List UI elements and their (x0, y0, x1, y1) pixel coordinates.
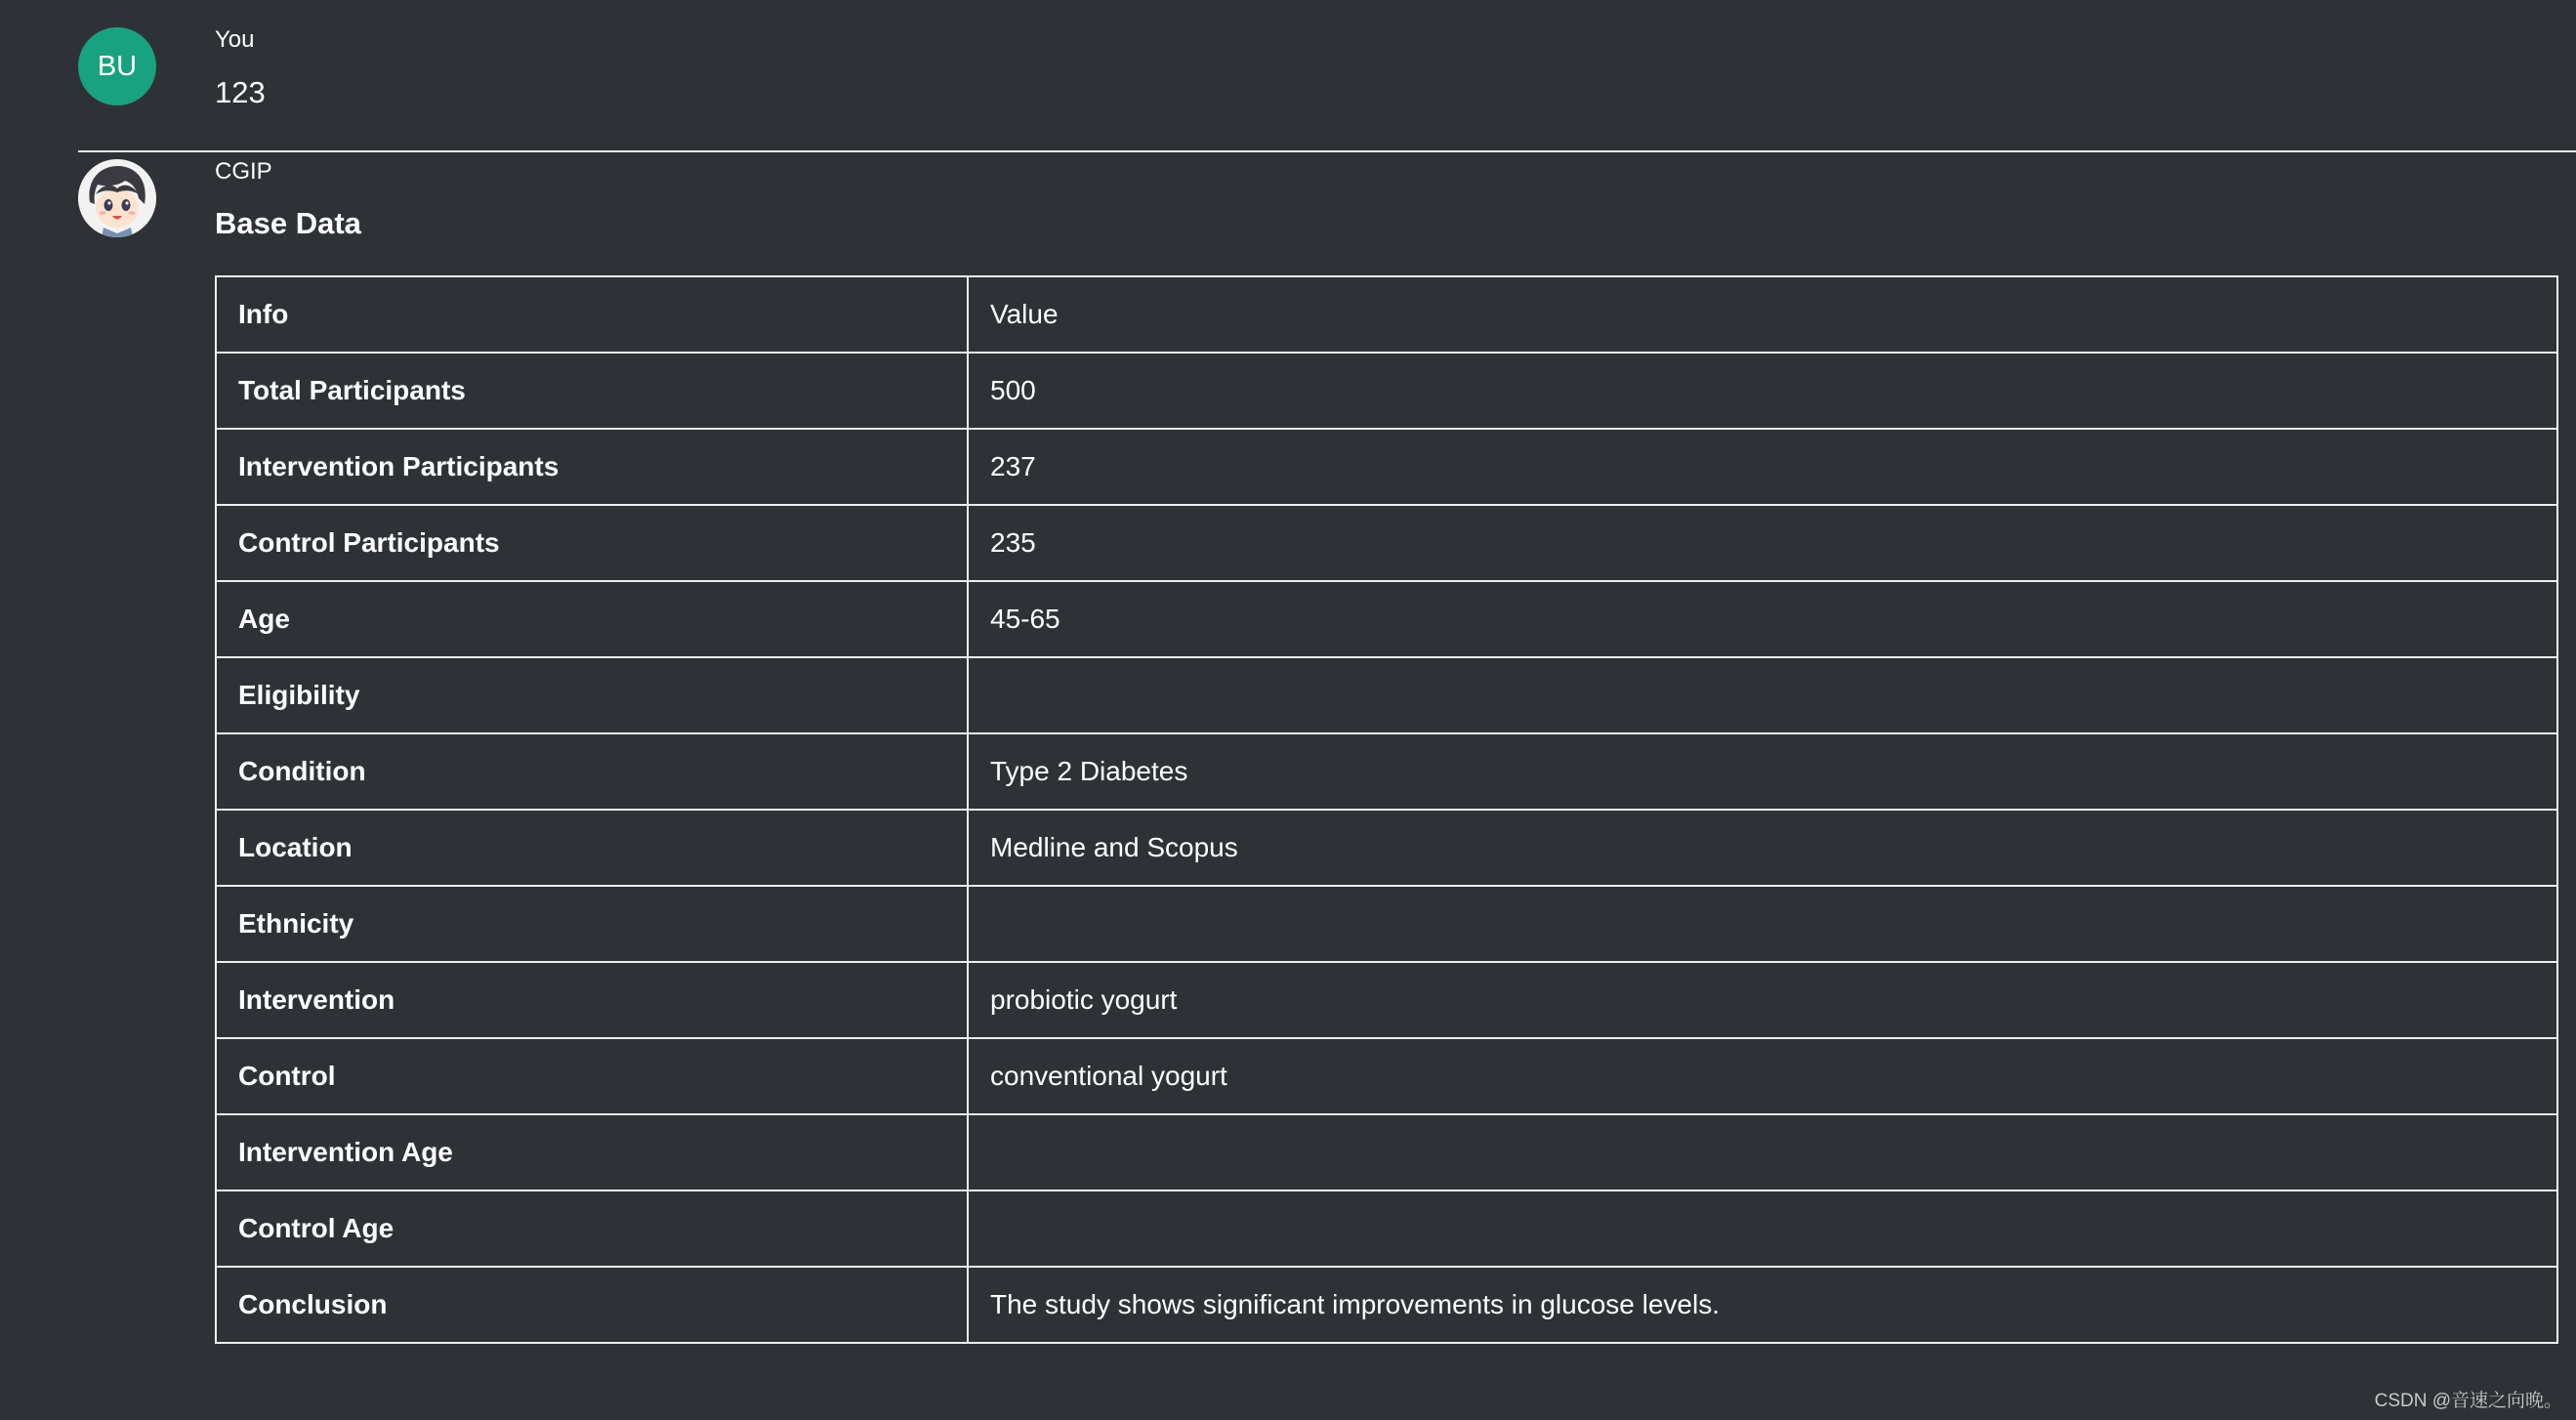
row-value (968, 657, 2557, 733)
row-value (968, 886, 2557, 962)
row-value: The study shows significant improvements in glucose levels. (968, 1267, 2557, 1343)
row-value (968, 1114, 2557, 1190)
row-value: 237 (968, 429, 2557, 505)
table-row (216, 505, 2557, 581)
row-value: 45-65 (968, 581, 2557, 657)
user-sender-name: You (215, 26, 255, 53)
anime-character-avatar-icon (78, 159, 156, 237)
row-label: Eligibility (216, 657, 968, 733)
bot-sender-name: CGIP (215, 158, 272, 185)
table-row (216, 353, 2557, 429)
row-value (968, 1190, 2557, 1267)
table-row (216, 657, 2557, 733)
user-message-text: 123 (215, 75, 266, 109)
row-label: Control Participants (216, 505, 968, 581)
table-row (216, 1190, 2557, 1267)
table-row (216, 1267, 2557, 1343)
message-divider (78, 150, 2576, 152)
row-value: 235 (968, 505, 2557, 581)
table-header-value: Value (968, 276, 2557, 353)
row-label: Intervention (216, 962, 968, 1038)
user-avatar (78, 27, 156, 105)
row-label: Location (216, 810, 968, 886)
table-row (216, 810, 2557, 886)
row-value: probiotic yogurt (968, 962, 2557, 1038)
base-data-table (215, 275, 2558, 1344)
row-label: Conclusion (216, 1267, 968, 1343)
row-label: Total Participants (216, 353, 968, 429)
section-title: Base Data (215, 206, 361, 240)
row-label: Intervention Age (216, 1114, 968, 1190)
table-row (216, 962, 2557, 1038)
row-value: Type 2 Diabetes (968, 733, 2557, 810)
row-label: Ethnicity (216, 886, 968, 962)
user-avatar-initials: BU (97, 50, 138, 82)
row-label: Condition (216, 733, 968, 810)
csdn-watermark: CSDN @音速之向晚。 (2374, 1391, 2562, 1411)
table-row (216, 1038, 2557, 1114)
table-header-row (216, 276, 2557, 353)
table-row (216, 733, 2557, 810)
table-row (216, 581, 2557, 657)
row-value: conventional yogurt (968, 1038, 2557, 1114)
row-value: 500 (968, 353, 2557, 429)
table-header-info: Info (216, 276, 968, 353)
row-value: Medline and Scopus (968, 810, 2557, 886)
bot-avatar (78, 159, 156, 237)
table-row (216, 429, 2557, 505)
row-label: Intervention Participants (216, 429, 968, 505)
table-row (216, 1114, 2557, 1190)
row-label: Age (216, 581, 968, 657)
table-row (216, 886, 2557, 962)
row-label: Control Age (216, 1190, 968, 1267)
row-label: Control (216, 1038, 968, 1114)
